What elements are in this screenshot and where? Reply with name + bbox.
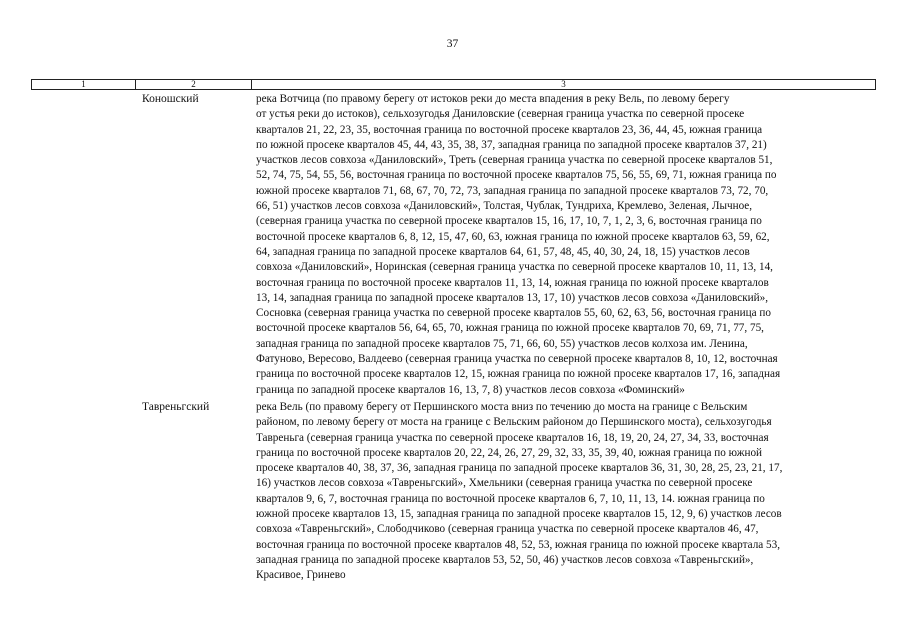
header-col-1: 1 xyxy=(32,80,136,89)
description-line: 16) участков лесов совхоза «Тавреньгский», Хмельники (северная граница участка по северной просеке xyxy=(256,477,753,490)
description-line: кварталов 9, 6, 7, восточная граница по восточной просеке кварталов 6, 7, 10, 11, 13, 14. южная граница по xyxy=(256,492,765,505)
description-line: 52, 74, 75, 54, 55, 56, восточная граница по восточной просеке кварталов 75, 56, 55, 69, 71, южная граница по xyxy=(256,169,777,182)
district-description xyxy=(256,92,866,398)
description-line: граница по восточной просеке кварталов 12, 15, южная граница по южной просеке кварталов 17, 16, западная xyxy=(256,368,781,381)
table-header xyxy=(31,79,876,90)
description-line: (северная граница участка по северной просеке кварталов 15, 16, 17, 10, 7, 1, 2, 3, 6, восточная граница по xyxy=(256,215,762,228)
description-line: южной просеке кварталов 71, 68, 67, 70, 72, 73, западная граница по западной просеке кварталов 73, 72, 70, xyxy=(256,184,769,197)
header-col-2: 2 xyxy=(136,80,252,89)
description-line: западная граница по западной просеке кварталов 53, 52, 50, 46) участков лесов совхоза «Тавреньгский», xyxy=(256,553,754,566)
description-line: река Вель (по правому берегу от Першинского моста вниз по течению до моста на границе с Вельским xyxy=(256,401,748,413)
description-line: восточной просеке кварталов 6, 8, 12, 15, 47, 60, 63, южная граница по южной просеке кварталов 63, 59, 62, xyxy=(256,230,770,243)
description-line: 64, западная граница по западной просеке кварталов 64, 61, 57, 48, 45, 40, 30, 24, 18, 15) участков лесов xyxy=(256,245,750,258)
description-line: совхоза «Тавреньгский», Слободчиково (северная граница участка по северной просеке кварталов 46, 47, xyxy=(256,523,759,536)
description-line: Красивое, Гринево xyxy=(256,569,346,582)
description-line: участков лесов совхоза «Даниловский», Треть (северная граница участка по северной просеке кварталов 51, xyxy=(256,154,773,167)
district-name: Коношский xyxy=(142,93,199,105)
description-line: совхоза «Даниловский», Норинская (северная граница участка по северной просеке кварталов 10, 11, 13, 14, xyxy=(256,261,773,274)
description-line: кварталов 21, 22, 23, 35, восточная граница по восточной просеке кварталов 23, 36, 44, 45, южная граница xyxy=(256,123,763,136)
description-line: просеке кварталов 40, 38, 37, 36, западная граница по западной просеке кварталов 36, 31, 30, 28, 25, 23, 21, 17, xyxy=(256,462,783,475)
description-line: 66, 51) участков лесов совхоза «Даниловский», Толстая, Чублак, Тундриха, Кремлево, Зеленая, Лычное, xyxy=(256,200,753,213)
description-line: Фатуново, Вересово, Валдеево (северная граница участка по северной просеке кварталов 8, 10, 12, восточная xyxy=(256,353,778,366)
description-line: 13, 14, западная граница по западной просеке кварталов 13, 17, 10) участков лесов совхоза «Даниловский», xyxy=(256,291,769,304)
description-line: Тавреньга (северная граница участка по северной просеке кварталов 16, 18, 19, 20, 24, 27, 34, 33, восточная xyxy=(256,431,769,444)
header-col-3: 3 xyxy=(561,79,566,89)
description-line: река Вотчица (по правому берегу от истоков реки до места впадения в реку Вель, по левому берегу xyxy=(256,93,730,105)
district-description xyxy=(256,400,866,584)
description-line: восточной просеке кварталов 56, 64, 65, 70, южная граница по южной просеке кварталов 70, 69, 71, 77, 75, xyxy=(256,322,764,335)
description-line: южной просеке кварталов 13, 15, западная граница по западной просеке кварталов 15, 12, 9, 6) участков лесов xyxy=(256,508,782,521)
description-line: районом, по левому берегу от моста на границе с Вельским районом до Першинского моста), сельхозугодья xyxy=(256,416,772,429)
description-line: западная граница по западной просеке кварталов 75, 71, 66, 60, 55) участков лесов колхоза им. Ленина, xyxy=(256,337,748,350)
description-line: от устья реки до истоков), сельхозугодья Даниловские (северная граница участка по северной просеке xyxy=(256,108,745,121)
description-line: восточная граница по восточной просеке кварталов 11, 13, 14, южная граница по южной просеке кварталов xyxy=(256,276,769,289)
description-line: по южной просеке кварталов 45, 44, 43, 35, 38, 37, западная граница по западной просеке кварталов 37, 21) xyxy=(256,138,767,151)
page-number: 37 xyxy=(446,38,459,50)
description-line: граница по восточной просеке кварталов 20, 22, 24, 26, 27, 29, 32, 33, 35, 39, 40, южная граница по южной xyxy=(256,446,763,459)
description-line: граница по западной просеке кварталов 16, 13, 7, 8) участков лесов совхоза «Фоминский» xyxy=(256,383,685,396)
description-line: восточная граница по восточной просеке кварталов 48, 52, 53, южная граница по южной просеке квартала 53, xyxy=(256,538,781,551)
description-line: Сосновка (северная граница участка по северной просеке кварталов 55, 60, 62, 63, 56, восточная граница по xyxy=(256,307,771,320)
district-name: Тавреньгский xyxy=(142,401,210,413)
